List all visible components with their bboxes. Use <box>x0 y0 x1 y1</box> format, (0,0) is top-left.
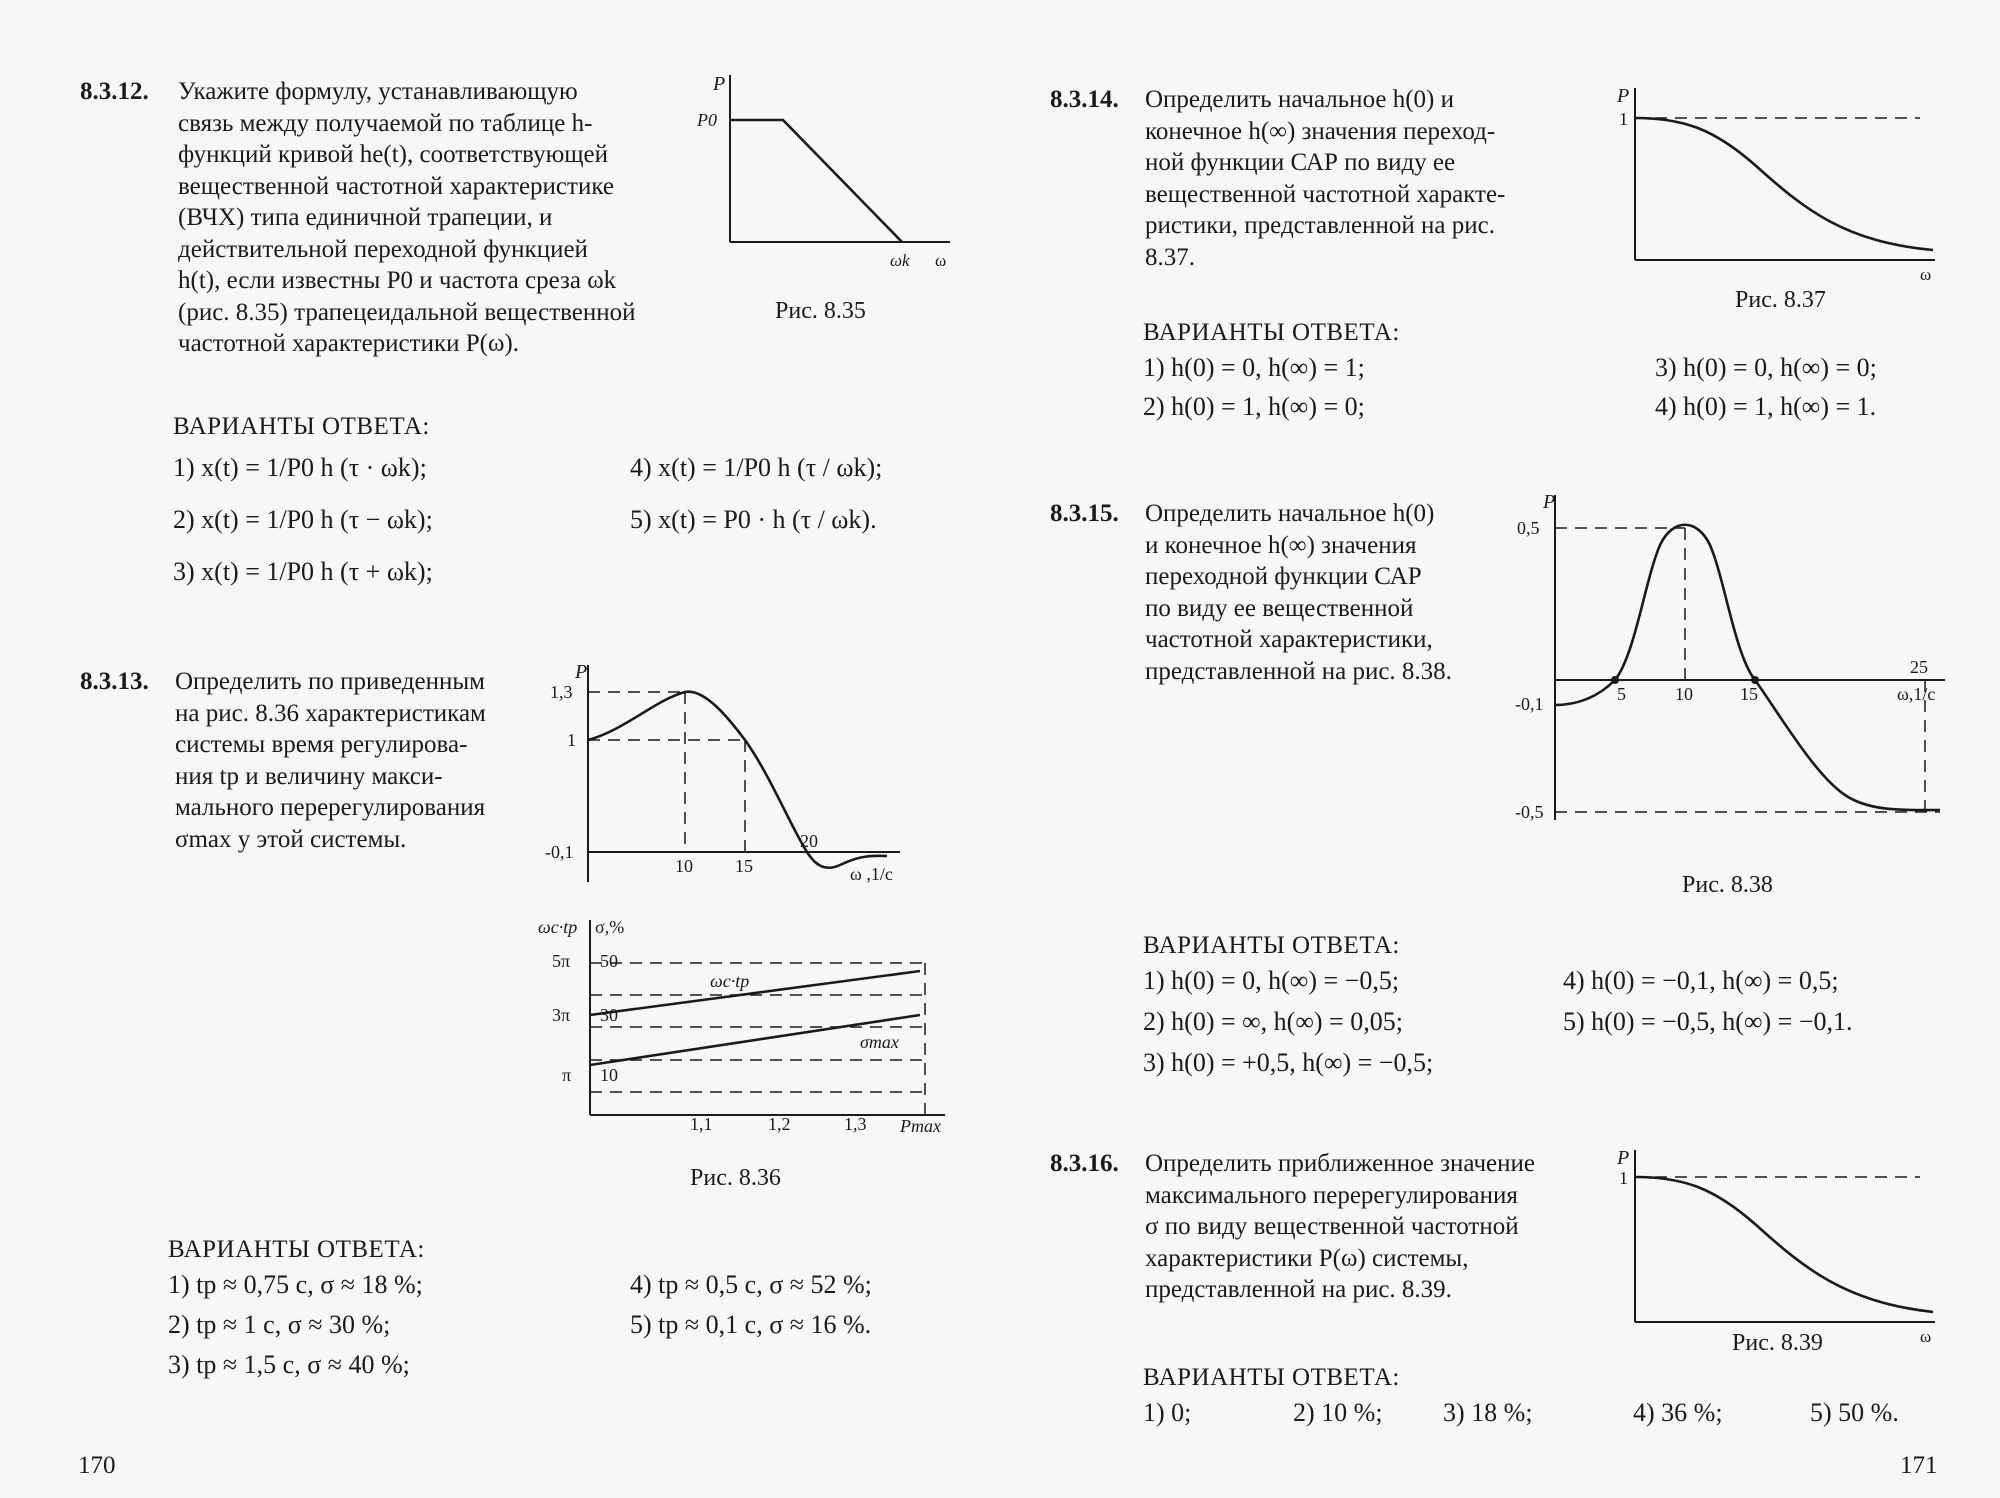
answer-option[interactable]: 4) tp ≈ 0,5 с, σ ≈ 52 %; <box>630 1270 872 1299</box>
trapezoid-curve <box>730 120 902 242</box>
text-line: действительной переходной функцией <box>178 235 588 263</box>
x-tick-label: 1,2 <box>768 1114 791 1134</box>
problem-text-8-3-13 <box>175 666 515 855</box>
zero-crossing-point <box>1751 676 1759 684</box>
series-label: σmax <box>860 1032 899 1052</box>
figure-8-38 <box>1515 490 1955 820</box>
answer-option[interactable]: 5) h(0) = −0,5, h(∞) = −0,1. <box>1563 1007 1853 1036</box>
caption-8-35: Рис. 8.35 <box>775 298 866 324</box>
answer-option[interactable]: 1) tp ≈ 0,75 с, σ ≈ 18 %; <box>168 1270 423 1299</box>
answer-option[interactable]: 2) h(0) = 1, h(∞) = 0; <box>1143 392 1365 421</box>
text-line: частотной характеристики P(ω). <box>178 330 519 357</box>
text-line: частотной характеристики, <box>1145 626 1433 653</box>
x-axis-label: ω,1/c <box>1897 684 1936 704</box>
text-line: σmax у этой системы. <box>175 825 407 853</box>
y-tick-right: 30 <box>600 1005 618 1025</box>
answer-option[interactable]: 4) h(0) = 1, h(∞) = 1. <box>1655 392 1877 421</box>
y-tick-label: 1,3 <box>550 682 573 702</box>
y-tick-label: -0,1 <box>545 842 574 862</box>
x-tick-label: 10 <box>675 856 693 876</box>
response-curve <box>588 692 887 868</box>
problem-text-8-3-15 <box>1145 498 1490 687</box>
problem-number-8-3-14: 8.3.14. <box>1050 86 1119 113</box>
text-line: характеристики P(ω) системы, <box>1145 1244 1469 1272</box>
response-curve <box>1555 525 1940 810</box>
problem-number-8-3-12: 8.3.12. <box>80 78 149 105</box>
answer-option[interactable]: 1) h(0) = 0, h(∞) = 1; <box>1143 353 1365 382</box>
x-tick-label: 5 <box>1617 684 1626 704</box>
answers-header: ВАРИАНТЫ ОТВЕТА: <box>168 1236 425 1263</box>
figure-8-35 <box>695 70 955 270</box>
series-label: ωc·tp <box>710 971 750 991</box>
y-axis-label: P <box>575 661 588 683</box>
answer-option[interactable]: 4) h(0) = −0,1, h(∞) = 0,5; <box>1563 966 1839 995</box>
answer-option[interactable]: 4) x(t) = 1/P0 h (τ / ωk); <box>630 453 883 482</box>
answer-option[interactable]: 2) x(t) = 1/P0 h (τ − ωk); <box>173 505 433 534</box>
caption-8-38: Рис. 8.38 <box>1682 872 1773 898</box>
figure-8-36-top <box>545 660 925 890</box>
x-tick-label: 20 <box>800 831 818 851</box>
text-line: Определить по приведенным <box>175 668 485 695</box>
y-label-left: ωc·tp <box>538 917 578 937</box>
text-line: функций кривой he(t), соответствующей <box>178 141 609 168</box>
page-number: 170 <box>78 1452 116 1479</box>
answer-option[interactable]: 2) 10 %; <box>1293 1398 1383 1427</box>
answer-option[interactable]: 1) 0; <box>1143 1398 1192 1427</box>
text-line: Укажите формулу, устанавливающую <box>178 78 578 105</box>
text-line: 8.37. <box>1145 243 1195 271</box>
problem-number-8-3-13: 8.3.13. <box>80 668 149 695</box>
y-tick-label: 1 <box>567 730 576 750</box>
figure-8-37 <box>1605 80 1945 284</box>
text-line: представленной на рис. 8.39. <box>1145 1276 1452 1303</box>
answer-option[interactable]: 1) x(t) = 1/P0 h (τ · ωk); <box>173 453 427 482</box>
x-axis-label: ω ,1/c <box>850 864 893 884</box>
y-tick-label: 0,5 <box>1517 518 1540 538</box>
series-line-omega-tp <box>590 971 920 1015</box>
x-tick-label: ωk <box>890 251 910 270</box>
answer-option[interactable]: 4) 36 %; <box>1633 1398 1723 1427</box>
y-tick-label: -0,1 <box>1515 694 1544 714</box>
text-line: ния tp и величину макси- <box>175 762 443 790</box>
text-line: системы время регулирова- <box>175 731 468 758</box>
y-label-right: σ,% <box>595 917 625 937</box>
answer-option[interactable]: 1) h(0) = 0, h(∞) = −0,5; <box>1143 966 1400 995</box>
x-tick-label: 15 <box>735 856 753 876</box>
y-tick-right: 50 <box>600 951 618 971</box>
text-line: связь между получаемой по таблице h- <box>178 109 593 137</box>
x-tick-label: 15 <box>1740 684 1758 704</box>
x-axis-label: ω <box>1920 265 1932 284</box>
answer-option[interactable]: 3) h(0) = +0,5, h(∞) = −0,5; <box>1143 1048 1434 1077</box>
y-tick-left: 3π <box>552 1005 571 1025</box>
x-tick-label: 1,1 <box>690 1114 713 1134</box>
answer-option[interactable]: 2) h(0) = ∞, h(∞) = 0,05; <box>1143 1007 1403 1036</box>
text-line: вещественной частотной характе- <box>1145 180 1506 208</box>
text-line: σ по виду вещественной частотной <box>1145 1213 1519 1240</box>
text-line: на рис. 8.36 характеристикам <box>175 699 486 727</box>
text-line: Определить начальное h(0) и <box>1145 86 1454 113</box>
text-line: максимального перерегулирования <box>1145 1181 1518 1209</box>
problem-text-8-3-14 <box>1145 84 1580 273</box>
answers-header: ВАРИАНТЫ ОТВЕТА: <box>1143 932 1400 959</box>
y-axis-label: P <box>1543 491 1556 513</box>
caption-8-36: Рис. 8.36 <box>690 1165 781 1191</box>
text-line: представленной на рис. 8.38. <box>1145 657 1452 685</box>
answer-option[interactable]: 5) tp ≈ 0,1 с, σ ≈ 16 %. <box>630 1310 872 1339</box>
y-tick-right: 10 <box>600 1065 618 1085</box>
text-line: ной функции САР по виду ее <box>1145 149 1456 176</box>
answer-option[interactable]: 3) x(t) = 1/P0 h (τ + ωk); <box>173 557 433 586</box>
answer-option[interactable]: 3) h(0) = 0, h(∞) = 0; <box>1655 353 1877 382</box>
problem-text-8-3-16 <box>1145 1148 1580 1306</box>
answer-option[interactable]: 3) 18 %; <box>1443 1398 1533 1427</box>
right-page <box>1000 0 2000 1498</box>
problem-number-8-3-15: 8.3.15. <box>1050 500 1119 527</box>
y-tick-label: 1 <box>1619 109 1628 129</box>
answer-option[interactable]: 3) tp ≈ 1,5 с, σ ≈ 40 %; <box>168 1350 410 1379</box>
y-tick-left: π <box>562 1065 572 1085</box>
page-number: 171 <box>1900 1452 1938 1479</box>
answers-header: ВАРИАНТЫ ОТВЕТА: <box>1143 1364 1400 1391</box>
text-line: конечное h(∞) значения переход- <box>1145 117 1496 145</box>
y-tick-label: -0,5 <box>1515 802 1544 822</box>
figure-8-36-bottom <box>530 915 950 1135</box>
zero-crossing-point <box>1611 676 1619 684</box>
y-axis-label: P <box>713 73 726 95</box>
y-tick-label: P0 <box>697 110 717 130</box>
response-curve <box>1635 1177 1933 1312</box>
x-axis-label: ω <box>935 251 947 270</box>
x-tick-label: 10 <box>1675 684 1693 704</box>
text-line: вещественной частотной характеристике <box>178 172 614 200</box>
x-tick-label: 25 <box>1910 657 1928 677</box>
y-axis-label: P <box>1617 85 1630 107</box>
text-line: Определить начальное h(0) <box>1145 500 1435 527</box>
text-line: Определить приближенное значение <box>1145 1150 1535 1177</box>
text-line: и конечное h(∞) значения <box>1145 531 1417 559</box>
answer-option[interactable]: 5) x(t) = P0 · h (τ / ωk). <box>630 505 877 534</box>
answers-header: ВАРИАНТЫ ОТВЕТА: <box>1143 319 1400 346</box>
text-line: мального перерегулирования <box>175 794 486 821</box>
answer-option[interactable]: 5) 50 %. <box>1810 1398 1899 1427</box>
text-line: переходной функции САР <box>1145 563 1422 590</box>
caption-8-39: Рис. 8.39 <box>1732 1330 1823 1356</box>
text-line: (ВЧХ) типа единичной трапеции, и <box>178 204 553 231</box>
x-axis-label: ω <box>1920 1327 1932 1346</box>
response-curve <box>1635 118 1933 250</box>
problem-text-8-3-12 <box>178 76 678 360</box>
x-axis-label: Pmax <box>900 1116 941 1136</box>
text-line: (рис. 8.35) трапецеидальной вещественной <box>178 298 636 326</box>
y-tick-left: 5π <box>552 951 571 971</box>
problem-number-8-3-16: 8.3.16. <box>1050 1150 1119 1177</box>
y-axis-label: P <box>1617 1147 1630 1169</box>
answer-option[interactable]: 2) tp ≈ 1 с, σ ≈ 30 %; <box>168 1310 391 1339</box>
text-line: ристики, представленной на рис. <box>1145 212 1495 239</box>
x-tick-label: 1,3 <box>844 1114 867 1134</box>
y-tick-label: 1 <box>1619 1168 1628 1188</box>
text-line: h(t), если известны P0 и частота среза ωk <box>178 267 617 294</box>
text-line: по виду ее вещественной <box>1145 594 1414 622</box>
answers-header: ВАРИАНТЫ ОТВЕТА: <box>173 413 430 440</box>
caption-8-37: Рис. 8.37 <box>1735 287 1826 313</box>
